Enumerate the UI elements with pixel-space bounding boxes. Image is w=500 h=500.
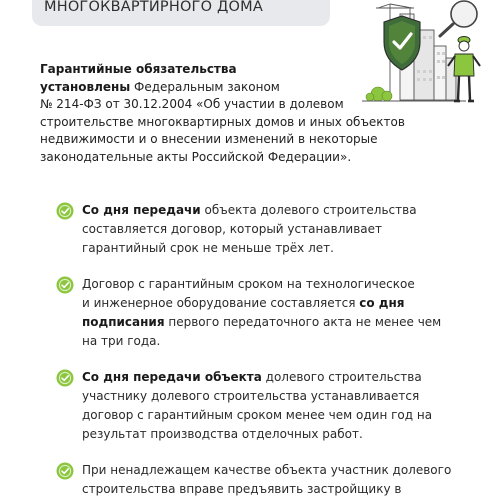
item3-line4: результат производства отделочных работ. bbox=[82, 427, 363, 441]
item3-line2: участнику долевого строительства устанавливается bbox=[82, 389, 420, 403]
header-banner bbox=[32, 0, 330, 26]
list-item-text bbox=[82, 461, 462, 499]
list-item-text bbox=[82, 201, 462, 258]
item3-bold: Со дня передачи объекта bbox=[82, 370, 262, 384]
item3-line3: договор с гарантийным сроком менее чем один год на bbox=[82, 408, 433, 422]
item4-line1: При ненадлежащем качестве объекта участник долевого bbox=[82, 463, 452, 477]
list-item-text bbox=[82, 368, 462, 444]
item2-bold-b: подписания bbox=[82, 315, 165, 329]
list-item-text bbox=[82, 275, 462, 351]
intro-line5: недвижимости и о внесении изменений в некоторые bbox=[40, 132, 378, 146]
item1-line1: объекта долевого строительства bbox=[200, 203, 417, 217]
check-circle-icon bbox=[56, 369, 74, 387]
item4-line2: строительства вправе предъявить застройщику в bbox=[82, 482, 402, 496]
banner-title: МНОГОКВАРТИРНОГО ДОМА bbox=[44, 0, 263, 15]
item2-line4: на три года. bbox=[82, 334, 161, 348]
intro-line3: № 214-ФЗ от 30.12.2004 «Об участии в долевом bbox=[40, 97, 344, 111]
check-circle-icon bbox=[56, 462, 74, 480]
item1-bold: Со дня передачи bbox=[82, 203, 201, 217]
check-circle-icon bbox=[56, 276, 74, 294]
check-circle-icon bbox=[56, 202, 74, 220]
intro-line4: строительстве многоквартирных домов и иных объектов bbox=[40, 114, 405, 129]
item3-line1: долевого строительства bbox=[261, 370, 422, 384]
item2-line2: и инженерное оборудование составляется bbox=[82, 296, 360, 310]
item2-line3: первого передаточного акта не менее чем bbox=[164, 315, 442, 329]
intro-line2-rest: Федеральным законом bbox=[130, 79, 280, 94]
item2-bold-a: со дня bbox=[359, 296, 405, 310]
intro-bold-line1: Гарантийные обязательства bbox=[40, 62, 237, 76]
intro-bold-line2: установлены bbox=[40, 79, 131, 94]
item1-line3: гарантийный срок не меньше трёх лет. bbox=[82, 241, 334, 255]
intro-paragraph bbox=[40, 61, 405, 166]
intro-line6: законодательные акты Российской Федерации». bbox=[40, 149, 352, 164]
item1-line2: составляется договор, который устанавливает bbox=[82, 222, 382, 236]
item2-line1: Договор с гарантийным сроком на технологическое bbox=[82, 277, 415, 291]
